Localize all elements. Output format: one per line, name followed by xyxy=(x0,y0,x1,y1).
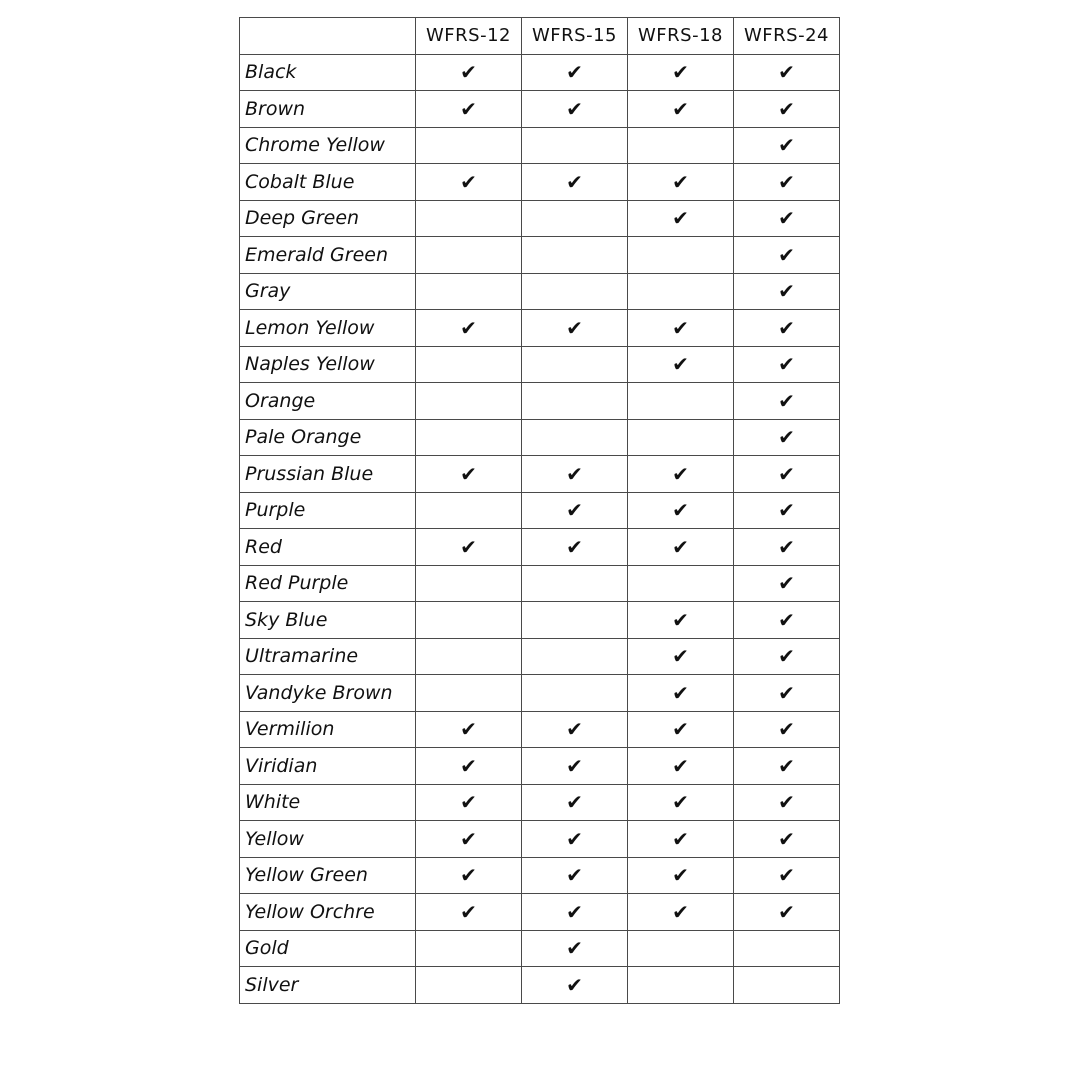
color-name-cell: Naples Yellow xyxy=(240,346,416,383)
color-name-cell: Yellow xyxy=(240,821,416,858)
availability-cell xyxy=(416,602,522,639)
availability-cell xyxy=(734,930,840,967)
checkmark-icon: ✔ xyxy=(566,826,583,851)
availability-cell xyxy=(734,237,840,274)
availability-cell xyxy=(416,638,522,675)
checkmark-icon: ✔ xyxy=(460,534,477,559)
checkmark-icon: ✔ xyxy=(778,96,795,121)
checkmark-icon: ✔ xyxy=(672,863,689,888)
availability-cell xyxy=(734,638,840,675)
checkmark-icon: ✔ xyxy=(672,899,689,924)
header-wfrs-15: WFRS-15 xyxy=(522,18,628,55)
checkmark-icon: ✔ xyxy=(566,461,583,486)
availability-cell xyxy=(628,857,734,894)
table-row xyxy=(240,565,840,602)
availability-cell xyxy=(734,54,840,91)
checkmark-icon: ✔ xyxy=(778,352,795,377)
availability-cell xyxy=(628,602,734,639)
checkmark-icon: ✔ xyxy=(566,96,583,121)
checkmark-icon: ✔ xyxy=(778,863,795,888)
color-name-cell: Ultramarine xyxy=(240,638,416,675)
availability-cell xyxy=(416,565,522,602)
availability-cell xyxy=(522,456,628,493)
availability-cell xyxy=(416,127,522,164)
checkmark-icon: ✔ xyxy=(778,899,795,924)
checkmark-icon: ✔ xyxy=(566,936,583,961)
color-name-cell: Purple xyxy=(240,492,416,529)
availability-cell xyxy=(628,967,734,1004)
table-row xyxy=(240,748,840,785)
checkmark-icon: ✔ xyxy=(778,315,795,340)
availability-cell xyxy=(734,602,840,639)
checkmark-icon: ✔ xyxy=(778,388,795,413)
color-name-cell: Deep Green xyxy=(240,200,416,237)
availability-cell xyxy=(628,565,734,602)
availability-cell xyxy=(734,456,840,493)
checkmark-icon: ✔ xyxy=(460,461,477,486)
checkmark-icon: ✔ xyxy=(566,753,583,778)
availability-cell xyxy=(628,711,734,748)
header-corner-cell xyxy=(240,18,416,55)
availability-cell xyxy=(416,237,522,274)
availability-cell xyxy=(416,492,522,529)
checkmark-icon: ✔ xyxy=(672,680,689,705)
checkmark-icon: ✔ xyxy=(778,607,795,632)
table-row xyxy=(240,784,840,821)
availability-cell xyxy=(734,894,840,931)
table-row xyxy=(240,711,840,748)
checkmark-icon: ✔ xyxy=(460,60,477,85)
availability-cell xyxy=(416,748,522,785)
availability-cell xyxy=(734,967,840,1004)
availability-cell xyxy=(416,456,522,493)
availability-cell xyxy=(522,784,628,821)
checkmark-icon: ✔ xyxy=(566,790,583,815)
checkmark-icon: ✔ xyxy=(778,680,795,705)
availability-cell xyxy=(628,748,734,785)
table-row xyxy=(240,857,840,894)
checkmark-icon: ✔ xyxy=(566,60,583,85)
availability-cell xyxy=(628,419,734,456)
checkmark-icon: ✔ xyxy=(460,753,477,778)
availability-cell xyxy=(416,711,522,748)
table-row xyxy=(240,54,840,91)
checkmark-icon: ✔ xyxy=(672,534,689,559)
availability-cell xyxy=(416,894,522,931)
availability-cell xyxy=(734,748,840,785)
availability-cell xyxy=(522,91,628,128)
checkmark-icon: ✔ xyxy=(778,826,795,851)
availability-cell xyxy=(628,127,734,164)
availability-cell xyxy=(416,419,522,456)
table-row xyxy=(240,602,840,639)
checkmark-icon: ✔ xyxy=(778,425,795,450)
color-name-cell: Prussian Blue xyxy=(240,456,416,493)
availability-cell xyxy=(734,164,840,201)
availability-cell xyxy=(416,784,522,821)
table-row xyxy=(240,492,840,529)
availability-cell xyxy=(628,383,734,420)
color-name-cell: Sky Blue xyxy=(240,602,416,639)
availability-cell xyxy=(628,164,734,201)
availability-cell xyxy=(416,310,522,347)
availability-cell xyxy=(628,237,734,274)
availability-cell xyxy=(628,529,734,566)
availability-cell xyxy=(734,857,840,894)
color-name-cell: Emerald Green xyxy=(240,237,416,274)
availability-cell xyxy=(416,930,522,967)
availability-cell xyxy=(522,565,628,602)
availability-cell xyxy=(522,200,628,237)
availability-cell xyxy=(734,565,840,602)
availability-cell xyxy=(416,383,522,420)
color-name-cell: Gold xyxy=(240,930,416,967)
availability-cell xyxy=(734,91,840,128)
checkmark-icon: ✔ xyxy=(566,717,583,742)
availability-cell xyxy=(522,310,628,347)
availability-cell xyxy=(628,200,734,237)
checkmark-icon: ✔ xyxy=(460,96,477,121)
checkmark-icon: ✔ xyxy=(566,169,583,194)
availability-cell xyxy=(416,91,522,128)
checkmark-icon: ✔ xyxy=(672,717,689,742)
availability-cell xyxy=(628,821,734,858)
table-row xyxy=(240,894,840,931)
availability-cell xyxy=(734,492,840,529)
availability-cell xyxy=(522,492,628,529)
checkmark-icon: ✔ xyxy=(778,571,795,596)
availability-cell xyxy=(522,821,628,858)
checkmark-icon: ✔ xyxy=(672,96,689,121)
table-row xyxy=(240,127,840,164)
availability-cell xyxy=(734,675,840,712)
table-row xyxy=(240,419,840,456)
color-name-cell: Lemon Yellow xyxy=(240,310,416,347)
color-availability-table xyxy=(239,17,840,1004)
checkmark-icon: ✔ xyxy=(672,498,689,523)
availability-cell xyxy=(522,273,628,310)
availability-cell xyxy=(628,894,734,931)
checkmark-icon: ✔ xyxy=(778,206,795,231)
checkmark-icon: ✔ xyxy=(778,60,795,85)
availability-cell xyxy=(416,200,522,237)
availability-cell xyxy=(416,273,522,310)
table-row xyxy=(240,930,840,967)
availability-cell xyxy=(522,419,628,456)
availability-cell xyxy=(416,346,522,383)
availability-cell xyxy=(522,383,628,420)
availability-cell xyxy=(416,821,522,858)
table-body xyxy=(240,54,840,1003)
checkmark-icon: ✔ xyxy=(778,133,795,158)
availability-cell xyxy=(628,273,734,310)
color-name-cell: Brown xyxy=(240,91,416,128)
availability-cell xyxy=(628,91,734,128)
checkmark-icon: ✔ xyxy=(778,753,795,778)
checkmark-icon: ✔ xyxy=(566,498,583,523)
checkmark-icon: ✔ xyxy=(460,826,477,851)
checkmark-icon: ✔ xyxy=(566,534,583,559)
header-wfrs-24: WFRS-24 xyxy=(734,18,840,55)
availability-cell xyxy=(734,200,840,237)
color-name-cell: Red Purple xyxy=(240,565,416,602)
checkmark-icon: ✔ xyxy=(460,790,477,815)
availability-cell xyxy=(522,602,628,639)
availability-cell xyxy=(522,529,628,566)
availability-cell xyxy=(628,456,734,493)
availability-cell xyxy=(734,383,840,420)
color-name-cell: Black xyxy=(240,54,416,91)
table-row xyxy=(240,310,840,347)
color-name-cell: Vermilion xyxy=(240,711,416,748)
availability-cell xyxy=(522,638,628,675)
table-row xyxy=(240,675,840,712)
availability-cell xyxy=(522,930,628,967)
table-row xyxy=(240,383,840,420)
table-row xyxy=(240,273,840,310)
availability-cell xyxy=(522,748,628,785)
checkmark-icon: ✔ xyxy=(566,315,583,340)
checkmark-icon: ✔ xyxy=(778,461,795,486)
color-name-cell: Pale Orange xyxy=(240,419,416,456)
table-row xyxy=(240,456,840,493)
availability-cell xyxy=(416,164,522,201)
availability-cell xyxy=(522,164,628,201)
checkmark-icon: ✔ xyxy=(460,863,477,888)
header-row xyxy=(240,18,840,55)
checkmark-icon: ✔ xyxy=(672,352,689,377)
table-row xyxy=(240,91,840,128)
availability-cell xyxy=(522,857,628,894)
availability-cell xyxy=(522,675,628,712)
table-row xyxy=(240,638,840,675)
checkmark-icon: ✔ xyxy=(778,169,795,194)
availability-cell xyxy=(628,310,734,347)
table-row xyxy=(240,967,840,1004)
availability-cell xyxy=(522,967,628,1004)
availability-cell xyxy=(522,711,628,748)
availability-cell xyxy=(734,711,840,748)
color-name-cell: Yellow Green xyxy=(240,857,416,894)
checkmark-icon: ✔ xyxy=(672,60,689,85)
table-row xyxy=(240,237,840,274)
color-name-cell: Yellow Orchre xyxy=(240,894,416,931)
availability-cell xyxy=(628,54,734,91)
checkmark-icon: ✔ xyxy=(672,644,689,669)
table-row xyxy=(240,346,840,383)
table-row xyxy=(240,529,840,566)
table-row xyxy=(240,200,840,237)
color-name-cell: Red xyxy=(240,529,416,566)
checkmark-icon: ✔ xyxy=(672,461,689,486)
color-name-cell: Gray xyxy=(240,273,416,310)
color-name-cell: Viridian xyxy=(240,748,416,785)
availability-cell xyxy=(416,54,522,91)
availability-cell xyxy=(628,638,734,675)
availability-cell xyxy=(734,273,840,310)
availability-cell xyxy=(628,675,734,712)
checkmark-icon: ✔ xyxy=(460,315,477,340)
header-wfrs-12: WFRS-12 xyxy=(416,18,522,55)
availability-cell xyxy=(628,930,734,967)
availability-cell xyxy=(416,675,522,712)
checkmark-icon: ✔ xyxy=(566,899,583,924)
availability-cell xyxy=(416,529,522,566)
availability-cell xyxy=(628,346,734,383)
availability-cell xyxy=(628,492,734,529)
availability-cell xyxy=(416,967,522,1004)
checkmark-icon: ✔ xyxy=(460,169,477,194)
availability-cell xyxy=(522,54,628,91)
checkmark-icon: ✔ xyxy=(778,717,795,742)
checkmark-icon: ✔ xyxy=(778,790,795,815)
checkmark-icon: ✔ xyxy=(778,242,795,267)
checkmark-icon: ✔ xyxy=(566,863,583,888)
availability-cell xyxy=(734,310,840,347)
checkmark-icon: ✔ xyxy=(460,717,477,742)
availability-cell xyxy=(734,127,840,164)
checkmark-icon: ✔ xyxy=(566,972,583,997)
checkmark-icon: ✔ xyxy=(672,790,689,815)
availability-cell xyxy=(734,529,840,566)
color-name-cell: White xyxy=(240,784,416,821)
color-name-cell: Silver xyxy=(240,967,416,1004)
checkmark-icon: ✔ xyxy=(672,206,689,231)
color-name-cell: Orange xyxy=(240,383,416,420)
availability-cell xyxy=(522,127,628,164)
checkmark-icon: ✔ xyxy=(672,169,689,194)
checkmark-icon: ✔ xyxy=(672,607,689,632)
availability-cell xyxy=(628,784,734,821)
availability-cell xyxy=(522,237,628,274)
checkmark-icon: ✔ xyxy=(778,279,795,304)
availability-cell xyxy=(522,346,628,383)
header-wfrs-18: WFRS-18 xyxy=(628,18,734,55)
checkmark-icon: ✔ xyxy=(460,899,477,924)
checkmark-icon: ✔ xyxy=(778,644,795,669)
color-name-cell: Chrome Yellow xyxy=(240,127,416,164)
color-name-cell: Cobalt Blue xyxy=(240,164,416,201)
availability-cell xyxy=(734,419,840,456)
availability-cell xyxy=(734,346,840,383)
checkmark-icon: ✔ xyxy=(778,534,795,559)
checkmark-icon: ✔ xyxy=(778,498,795,523)
availability-cell xyxy=(416,857,522,894)
availability-cell xyxy=(522,894,628,931)
availability-cell xyxy=(734,784,840,821)
table-row xyxy=(240,164,840,201)
color-name-cell: Vandyke Brown xyxy=(240,675,416,712)
checkmark-icon: ✔ xyxy=(672,315,689,340)
checkmark-icon: ✔ xyxy=(672,753,689,778)
availability-cell xyxy=(734,821,840,858)
checkmark-icon: ✔ xyxy=(672,826,689,851)
table-row xyxy=(240,821,840,858)
